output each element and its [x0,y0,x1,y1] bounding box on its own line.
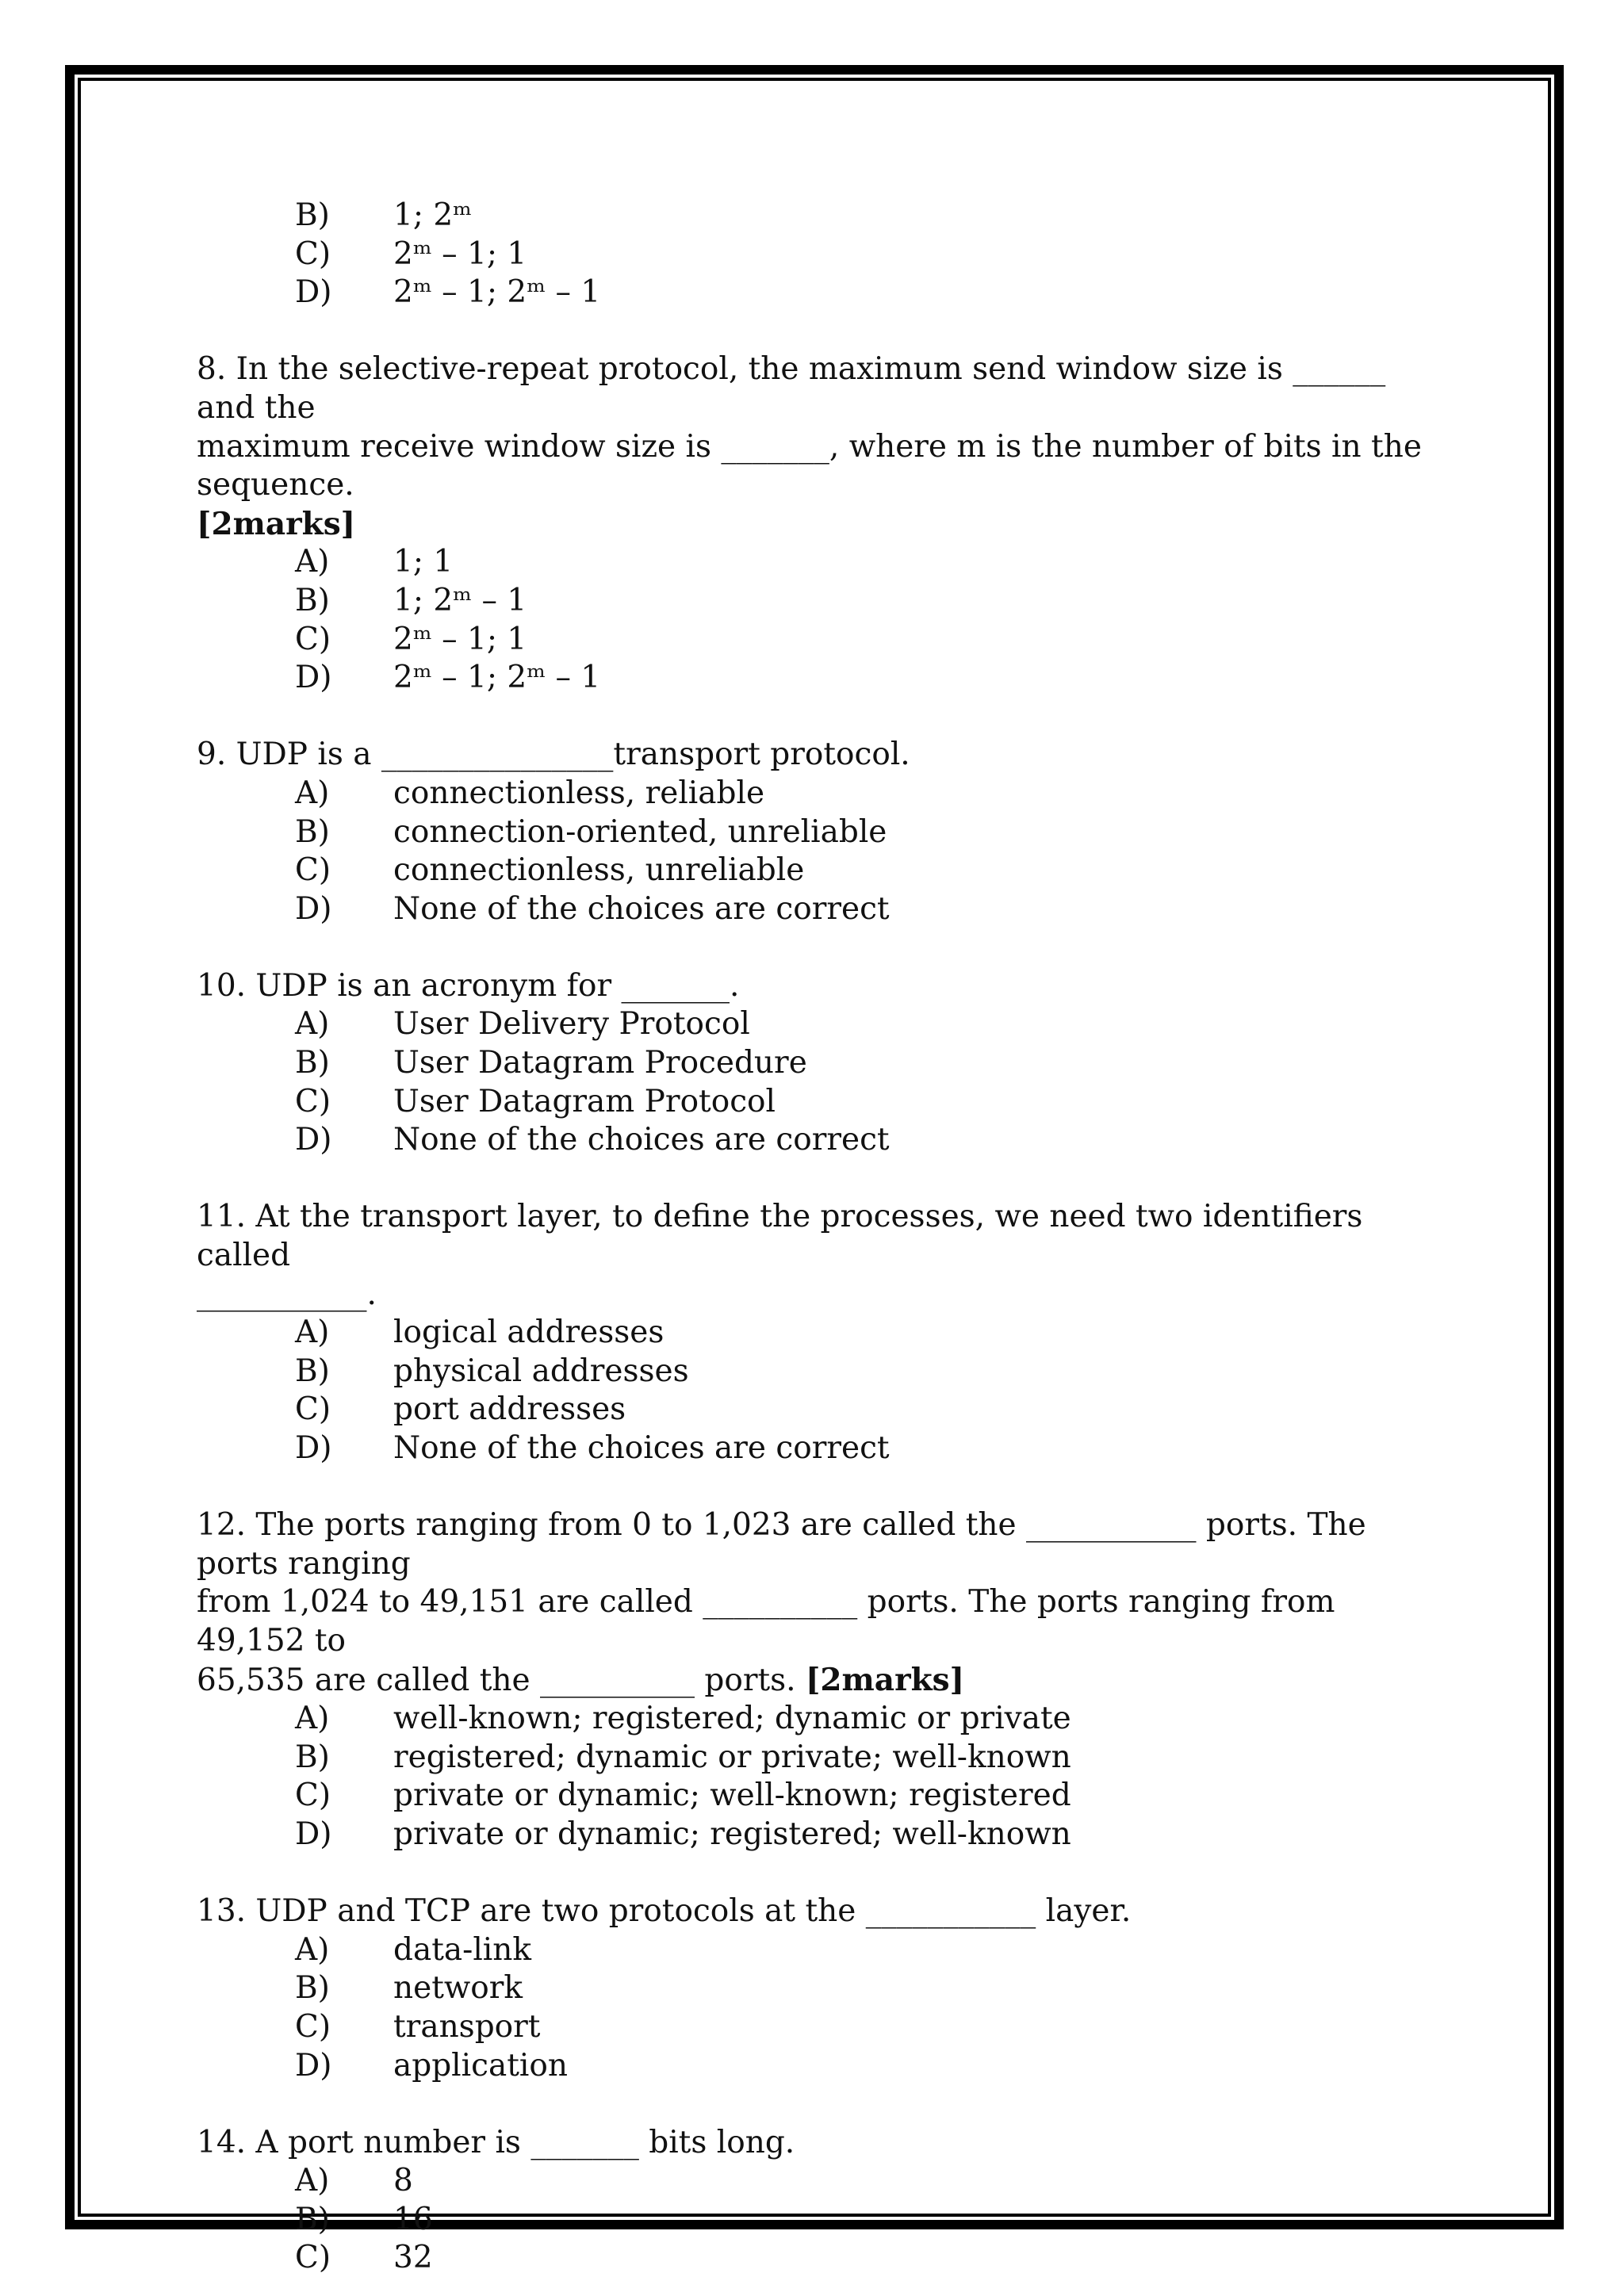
option-b [197,1353,1434,1391]
option-text: registered; dynamic or private; well-known [393,1739,1071,1775]
question-text: from 1,024 to 49,151 are called __________ ports. The ports ranging from 49,152 to [197,1584,1345,1659]
option-b [197,1044,1434,1083]
option-letter: A) [295,1314,330,1351]
option-text: User Datagram Protocol [393,1083,776,1119]
option-text: 1; 2ᵐ [393,197,473,233]
option-c [197,851,1434,890]
option-letter: D) [295,660,332,696]
option-d [197,890,1434,929]
option-text: None of the choices are correct [393,890,890,927]
option-a [197,1700,1434,1739]
question-11 [197,1198,1434,1468]
option-d [197,274,1434,312]
option-text: application [393,2047,568,2084]
marks-label: [2marks] [197,505,356,542]
option-letter: C) [295,235,331,272]
option-text: private or dynamic; well-known; registered [393,1777,1071,1814]
option-letter: A) [295,2163,330,2199]
option-letter: B) [295,1739,330,1775]
option-letter: C) [295,1391,331,1428]
option-letter: D) [295,1430,332,1466]
option-text: User Datagram Procedure [393,1045,807,1081]
option-d [197,1816,1434,1854]
option-c [197,1777,1434,1816]
option-a [197,2162,1434,2201]
option-d [197,1429,1434,1468]
option-text: 32 [393,2240,433,2276]
option-letter: B) [295,1045,330,1081]
option-text: logical addresses [393,1314,665,1351]
option-letter: A) [295,775,330,811]
marks-label: [2marks] [805,1661,965,1698]
option-letter: A) [295,1701,330,1737]
option-letter: B) [295,582,330,618]
option-d [197,659,1434,698]
option-letter: C) [295,2008,331,2045]
option-a [197,1314,1434,1353]
option-text: 8 [393,2163,413,2199]
option-text: connectionless, reliable [393,775,765,811]
option-c [197,235,1434,274]
option-letter: C) [295,1777,331,1814]
option-text: connection-oriented, unreliable [393,813,887,850]
question-text: ___________. [197,1276,377,1312]
option-b [197,582,1434,621]
question-text: 14. A port number is _______ bits long. [197,2124,795,2160]
option-text: data-link [393,1931,532,1968]
option-c [197,1083,1434,1122]
exam-page-content [197,197,1434,2278]
question-8 [197,350,1434,697]
option-text: connectionless, unreliable [393,852,805,889]
question-text: maximum receive window size is _______, where m is the number of bits in the sequence. [197,428,1432,503]
option-text: 2ᵐ – 1; 2ᵐ – 1 [393,274,601,311]
option-text: 2ᵐ – 1; 2ᵐ – 1 [393,660,601,696]
option-c [197,1391,1434,1429]
option-a [197,1931,1434,1970]
question-9 [197,736,1434,928]
option-letter: D) [295,274,332,311]
option-text: well-known; registered; dynamic or private [393,1701,1071,1737]
option-text: User Delivery Protocol [393,1006,750,1043]
option-c [197,2239,1434,2278]
option-text: 1; 2ᵐ – 1 [393,582,527,618]
option-text: private or dynamic; registered; well-known [393,1816,1071,1852]
option-letter: A) [295,1006,330,1043]
option-text: physical addresses [393,1353,689,1389]
question-text: 13. UDP and TCP are two protocols at the ___________ layer. [197,1893,1132,1930]
option-d [197,1121,1434,1160]
option-letter: A) [295,544,330,580]
option-letter: B) [295,1970,330,2007]
question-7-continued [197,197,1434,312]
option-a [197,543,1434,582]
option-b [197,197,1434,235]
option-b [197,1969,1434,2008]
option-letter: D) [295,1122,332,1158]
question-text: 65,535 are called the __________ ports. [197,1662,806,1698]
question-text-line [197,1661,1434,1701]
option-text: network [393,1970,523,2007]
option-text: None of the choices are correct [393,1430,890,1466]
option-letter: A) [295,1931,330,1968]
option-b [197,2201,1434,2240]
option-letter: D) [295,2047,332,2084]
question-14 [197,2124,1434,2278]
question-10 [197,967,1434,1160]
option-letter: B) [295,1353,330,1389]
option-letter: C) [295,1083,331,1119]
question-text: 10. UDP is an acronym for _______. [197,967,740,1004]
option-c [197,621,1434,660]
option-d [197,2047,1434,2086]
option-text: None of the choices are correct [393,1122,890,1158]
question-text: 12. The ports ranging from 0 to 1,023 are called the ___________ ports. The ports ranging [197,1507,1377,1582]
option-letter: C) [295,2240,331,2276]
option-letter: C) [295,852,331,889]
option-letter: D) [295,1816,332,1852]
option-a [197,1005,1434,1044]
option-text: 16 [393,2201,433,2237]
option-text: 2ᵐ – 1; 1 [393,235,527,272]
question-12 [197,1506,1434,1854]
option-letter: B) [295,2201,330,2237]
option-b [197,1739,1434,1777]
option-letter: D) [295,890,332,927]
option-a [197,775,1434,813]
option-text: port addresses [393,1391,626,1428]
option-text: transport [393,2008,541,2045]
question-text: 8. In the selective-repeat protocol, the maximum send window size is ______ and the [197,351,1396,426]
question-13 [197,1892,1434,2085]
option-letter: B) [295,197,330,233]
question-text: 11. At the transport layer, to define the processes, we need two identifiers called [197,1199,1373,1274]
option-b [197,813,1434,852]
option-text: 2ᵐ – 1; 1 [393,621,527,657]
option-letter: B) [295,813,330,850]
option-letter: C) [295,621,331,657]
option-c [197,2008,1434,2047]
option-text: 1; 1 [393,544,454,580]
question-text: 9. UDP is a _______________transport protocol. [197,737,910,773]
